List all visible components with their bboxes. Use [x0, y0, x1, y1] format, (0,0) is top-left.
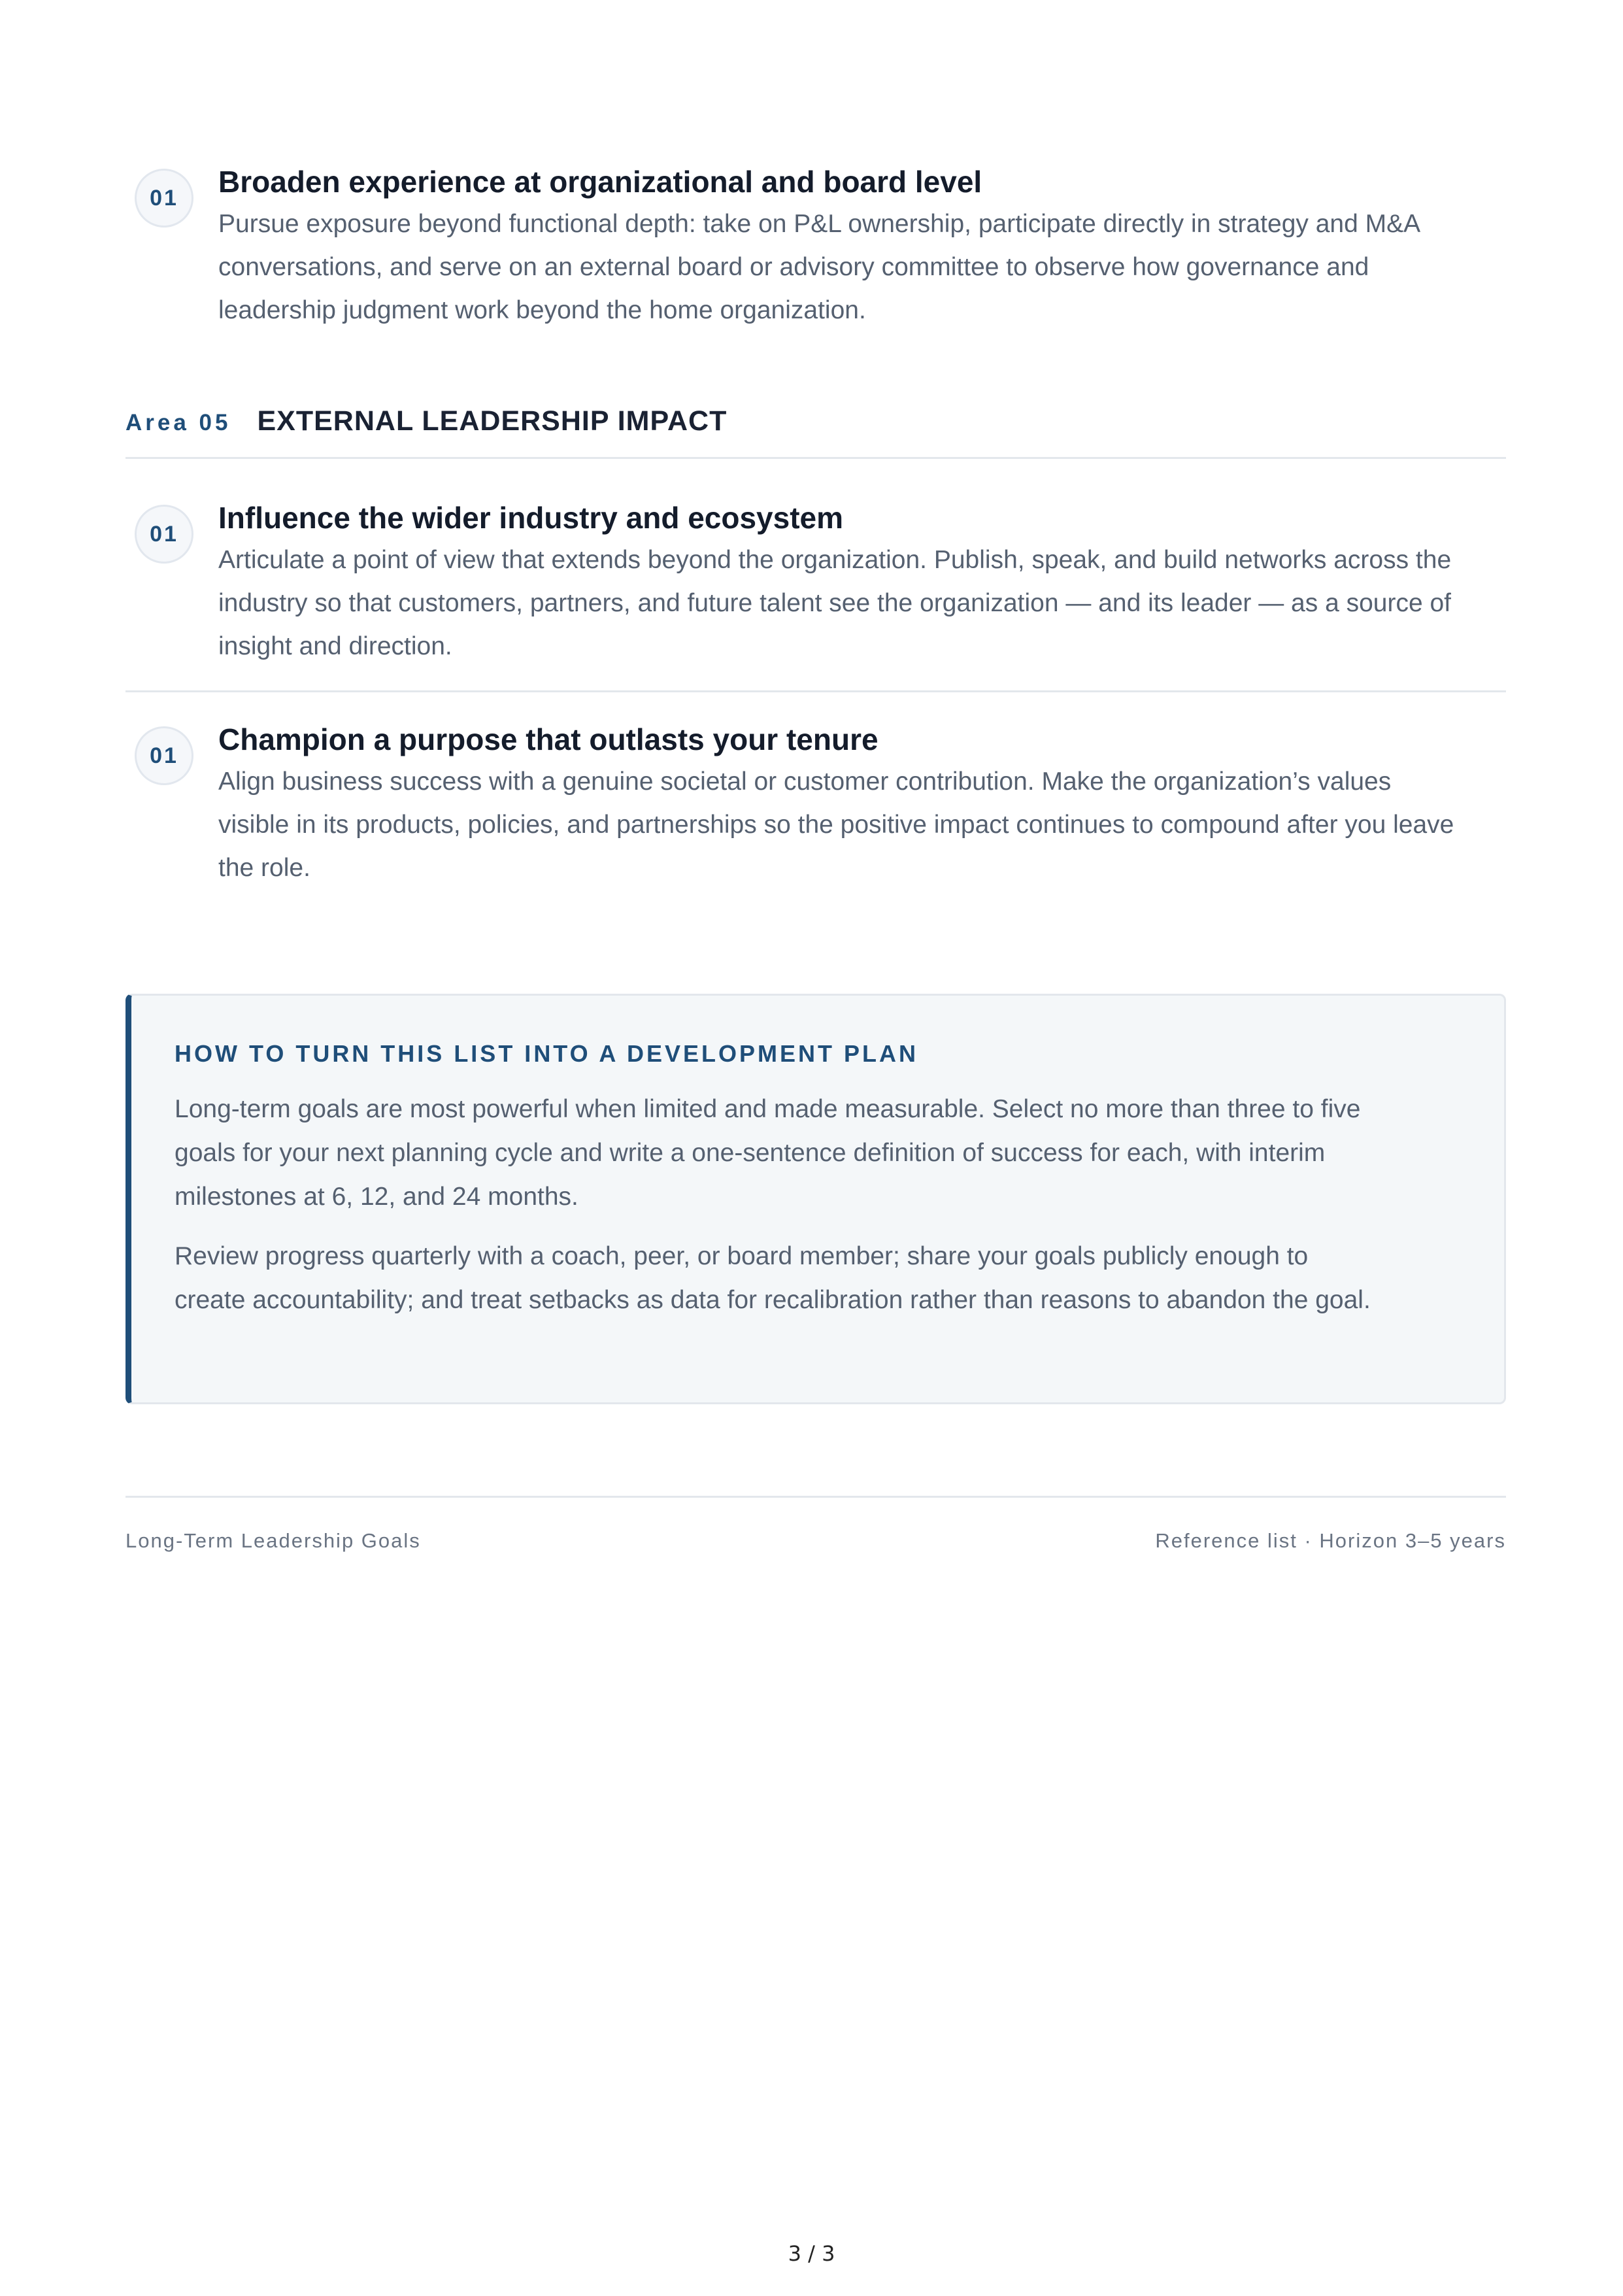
goals-content [125, 163, 1506, 890]
page-number: 3 / 3 [788, 2241, 835, 2266]
goal-divider [125, 690, 1506, 692]
goal-number-badge: 01 [135, 169, 193, 228]
callout-title: HOW TO TURN THIS LIST INTO A DEVELOPMENT PLAN [175, 1040, 919, 1067]
goal-number-badge: 01 [135, 505, 193, 564]
area-tag: Area 05 [125, 410, 231, 435]
goal-body [218, 163, 1460, 332]
goal-description: Pursue exposure beyond functional depth: take on P&L ownership, participate directly in strategy and M&A conversations, and serve on an external board or advisory committee to observe how governance and leadership judgment work beyond the home organization. [218, 210, 1419, 324]
goal-description: Align business success with a genuine societal or customer contribution. Make the organization’s values visible in its products, policies, and partnerships so the positive impact continues to compound after you leave the role. [218, 768, 1454, 882]
page-footer [125, 1496, 1506, 1553]
goal-item [125, 163, 1506, 332]
goal-title: Champion a purpose that outlasts your tenure [218, 722, 878, 756]
goal-title: Influence the wider industry and ecosystem [218, 501, 844, 535]
callout-paragraph: Review progress quarterly with a coach, peer, or board member; share your goals publicly enough to create accountability; and treat setbacks as data for recalibration rather than reasons to abandon the goal. [175, 1242, 1371, 1314]
goal-body [218, 499, 1460, 668]
goal-item [125, 499, 1506, 668]
development-plan-callout [125, 994, 1506, 1404]
goal-description: Articulate a point of view that extends beyond the organization. Publish, speak, and build networks across the industry so that customers, partners, and future talent see the organization — and its leader — as a source of insight and direction. [218, 546, 1452, 660]
goal-number-badge: 01 [135, 726, 193, 785]
callout-paragraph: Long-term goals are most powerful when limited and made measurable. Select no more than three to five goals for your next planning cycle and write a one-sentence definition of success for each, with interim milestones at 6, 12, and 24 months. [175, 1095, 1361, 1211]
goal-body [218, 721, 1460, 890]
goal-title: Broaden experience at organizational and board level [218, 165, 982, 199]
goal-item [125, 721, 1506, 890]
area-title: EXTERNAL LEADERSHIP IMPACT [257, 405, 728, 437]
footer-reference: Reference list · Horizon 3–5 years [1155, 1529, 1506, 1552]
area-header [125, 405, 1506, 459]
footer-document-title: Long-Term Leadership Goals [125, 1529, 421, 1552]
